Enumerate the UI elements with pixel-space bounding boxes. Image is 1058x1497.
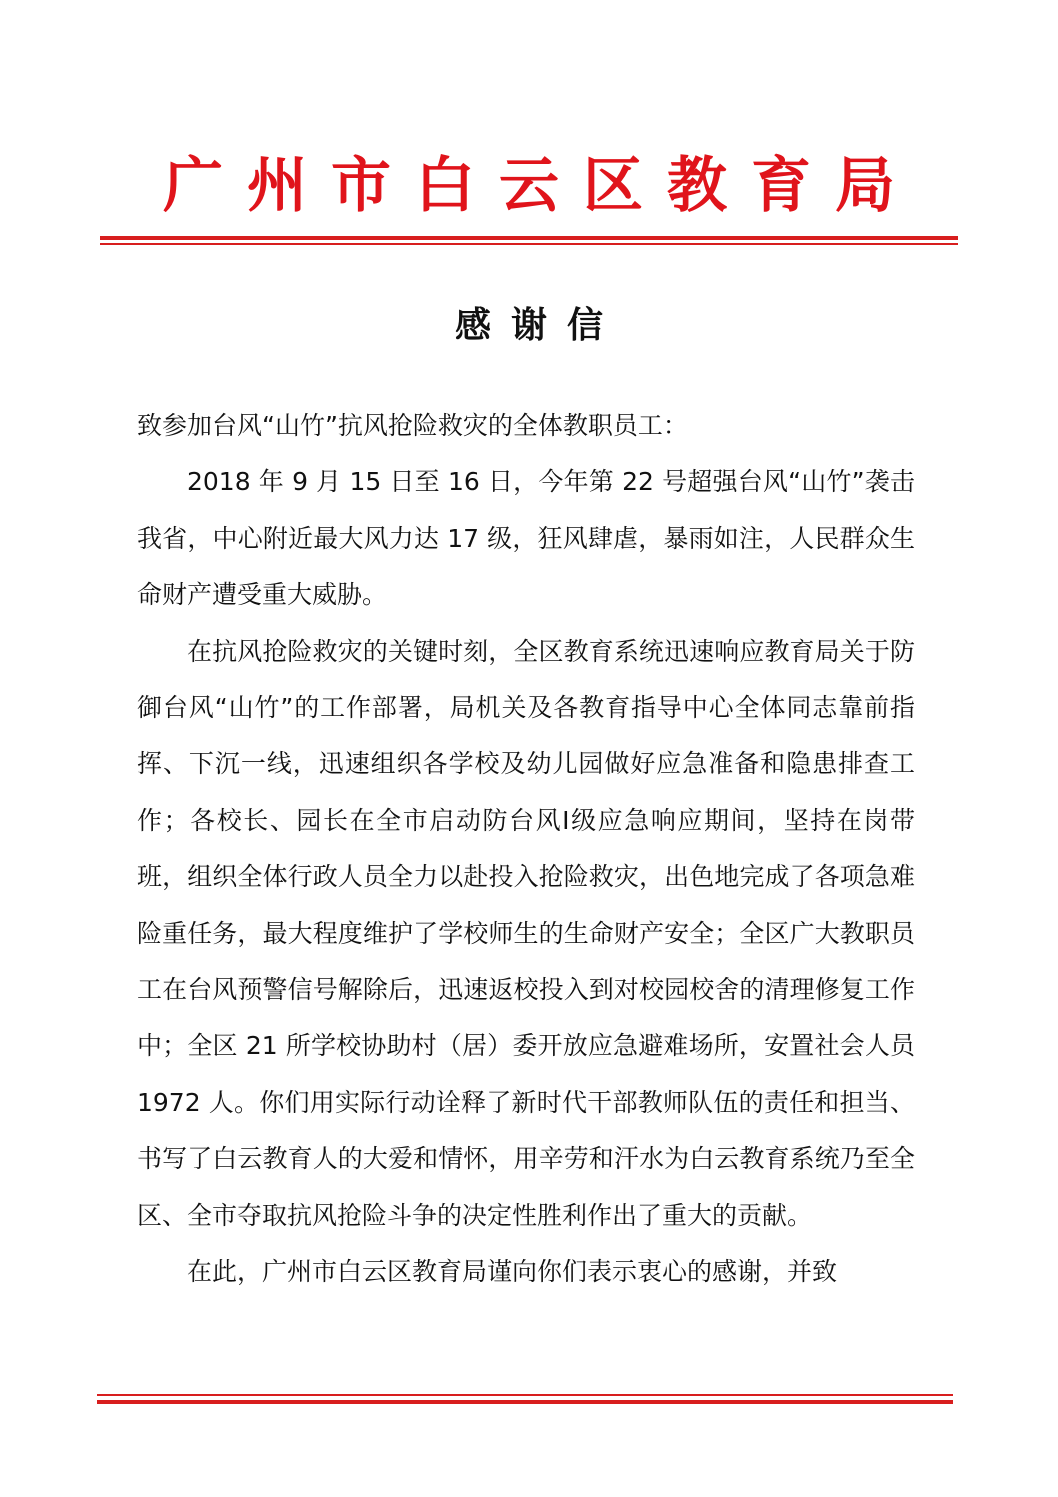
footer-rule-thick	[97, 1400, 953, 1404]
organization-title: 广州市白云区教育局	[163, 151, 919, 221]
document-title: 感谢信	[454, 305, 623, 346]
salutation: 致参加台风“山竹”抗风抢险救灾的全体教职员工：	[137, 411, 688, 440]
letter-body	[137, 398, 915, 1301]
header-rule-thin	[100, 243, 958, 245]
paragraph-3: 在此，广州市白云区教育局谨向你们表示衷心的感谢，并致	[187, 1257, 838, 1287]
paragraph-1: 2018 年 9 月 15 日至 16 日，今年第 22 号超强台风“山竹”袭击我省，中心附近最大风力达 17 级，狂风肆虐，暴雨如注，人民群众生命财产遭受重大威胁。	[137, 467, 915, 610]
header-rule-thick	[100, 236, 958, 240]
paragraph-2: 在抗风抢险救灾的关键时刻，全区教育系统迅速响应教育局关于防御台风“山竹”的工作部署，局机关及各教育指导中心全体同志靠前指挥、下沉一线，迅速组织各学校及幼儿园做好应急准备和隐患排查工作；各校长、园长在全市启动防台风Ⅰ级应急响应期间，坚持在岗带班，组织全体行政人员全力以赴投入抢险救灾，出色地完成了各项急难险重任务，最大程度维护了学校师生的生命财产安全；全区广大教职员工在台风预警信号解除后，迅速返校投入到对校园校舍的清理修复工作中；全区 21 所学校协助村（居）委开放应急避难场所，安置社会人员 1972 人。你们用实际行动诠释了新时代干部教师队伍的责任和担当、书写了白云教育人的大爱和情怀，用辛劳和汗水为白云教育系统乃至全区、全市夺取抗风抢险斗争的决定性胜利作出了重大的贡献。	[137, 636, 915, 1230]
footer-rule-thin	[97, 1394, 953, 1396]
